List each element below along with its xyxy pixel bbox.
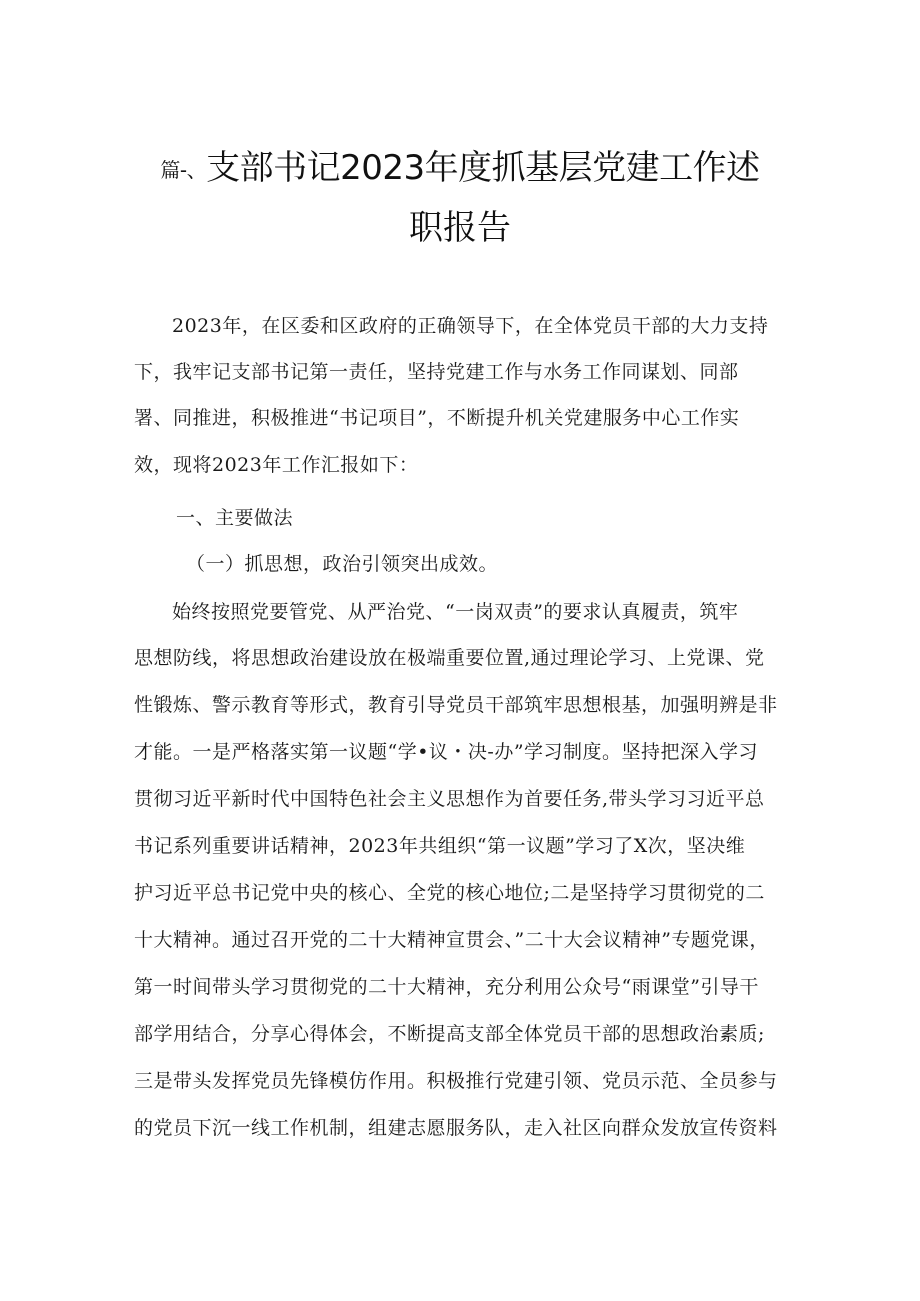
text-line: 三是带头发挥党员先锋模仿作用。积极推行党建引领、党员示范、全员参与: [134, 1070, 778, 1092]
text-line: 思想防线，将思想政治建设放在极端重要位置,通过理论学习、上党课、党: [134, 647, 765, 669]
text-line: 的党员下沉一线工作机制，组建志愿服务队，走入社区向群众发放宣传资料: [134, 1117, 778, 1139]
document-title-line-2: 职报告: [409, 208, 511, 248]
text-line: 始终按照党要管党、从严治党、“一岗双责”的要求认真履责，筑牢: [172, 601, 739, 623]
text-line: 十大精神。通过召开党的二十大精神宣贯会、”二十大会议精神”专题党课，: [134, 929, 769, 951]
title-text-1: 支部书记2023年度抓基层党建工作述: [206, 148, 760, 188]
subsection-heading: （一）抓思想，政治引领突出成效。: [186, 553, 499, 575]
text-line: 2023年，在区委和区政府的正确领导下，在全体党员干部的大力支持: [172, 315, 769, 337]
text-line: 性锻炼、警示教育等形式，教育引导党员干部筑牢思想根基，加强明辨是非: [134, 694, 778, 716]
text-line: 才能。一是严格落实第一议题“学•议・决-办”学习制度。坚持把深入学习: [134, 741, 759, 763]
document-title-line-1: [0, 143, 920, 195]
title-prefix: 篇-、: [160, 158, 207, 182]
text-line: 部学用结合，分享心得体会，不断提高支部全体党员干部的思想政治素质;: [134, 1023, 765, 1045]
text-line: 署、同推进，积极推进“书记项目”，不断提升机关党建服务中心工作实: [134, 407, 740, 429]
text-line: 书记系列重要讲话精神，2023年共组织“第一议题”学习了X次，坚决维: [134, 835, 746, 857]
text-line: 下，我牢记支部书记第一责任，坚持党建工作与水务工作同谋划、同部: [134, 361, 739, 383]
text-line: 贯彻习近平新时代中国特色社会主义思想作为首要任务,带头学习习近平总: [134, 788, 765, 810]
text-line: 第一时间带头学习贯彻党的二十大精神，充分利用公众号“雨课堂”引导干: [134, 976, 759, 998]
text-line: 效，现将2023年工作汇报如下：: [134, 454, 419, 476]
section-heading: 一、主要做法: [176, 507, 294, 529]
text-line: 护习近平总书记党中央的核心、全党的核心地位;二是坚持学习贯彻党的二: [134, 882, 765, 904]
